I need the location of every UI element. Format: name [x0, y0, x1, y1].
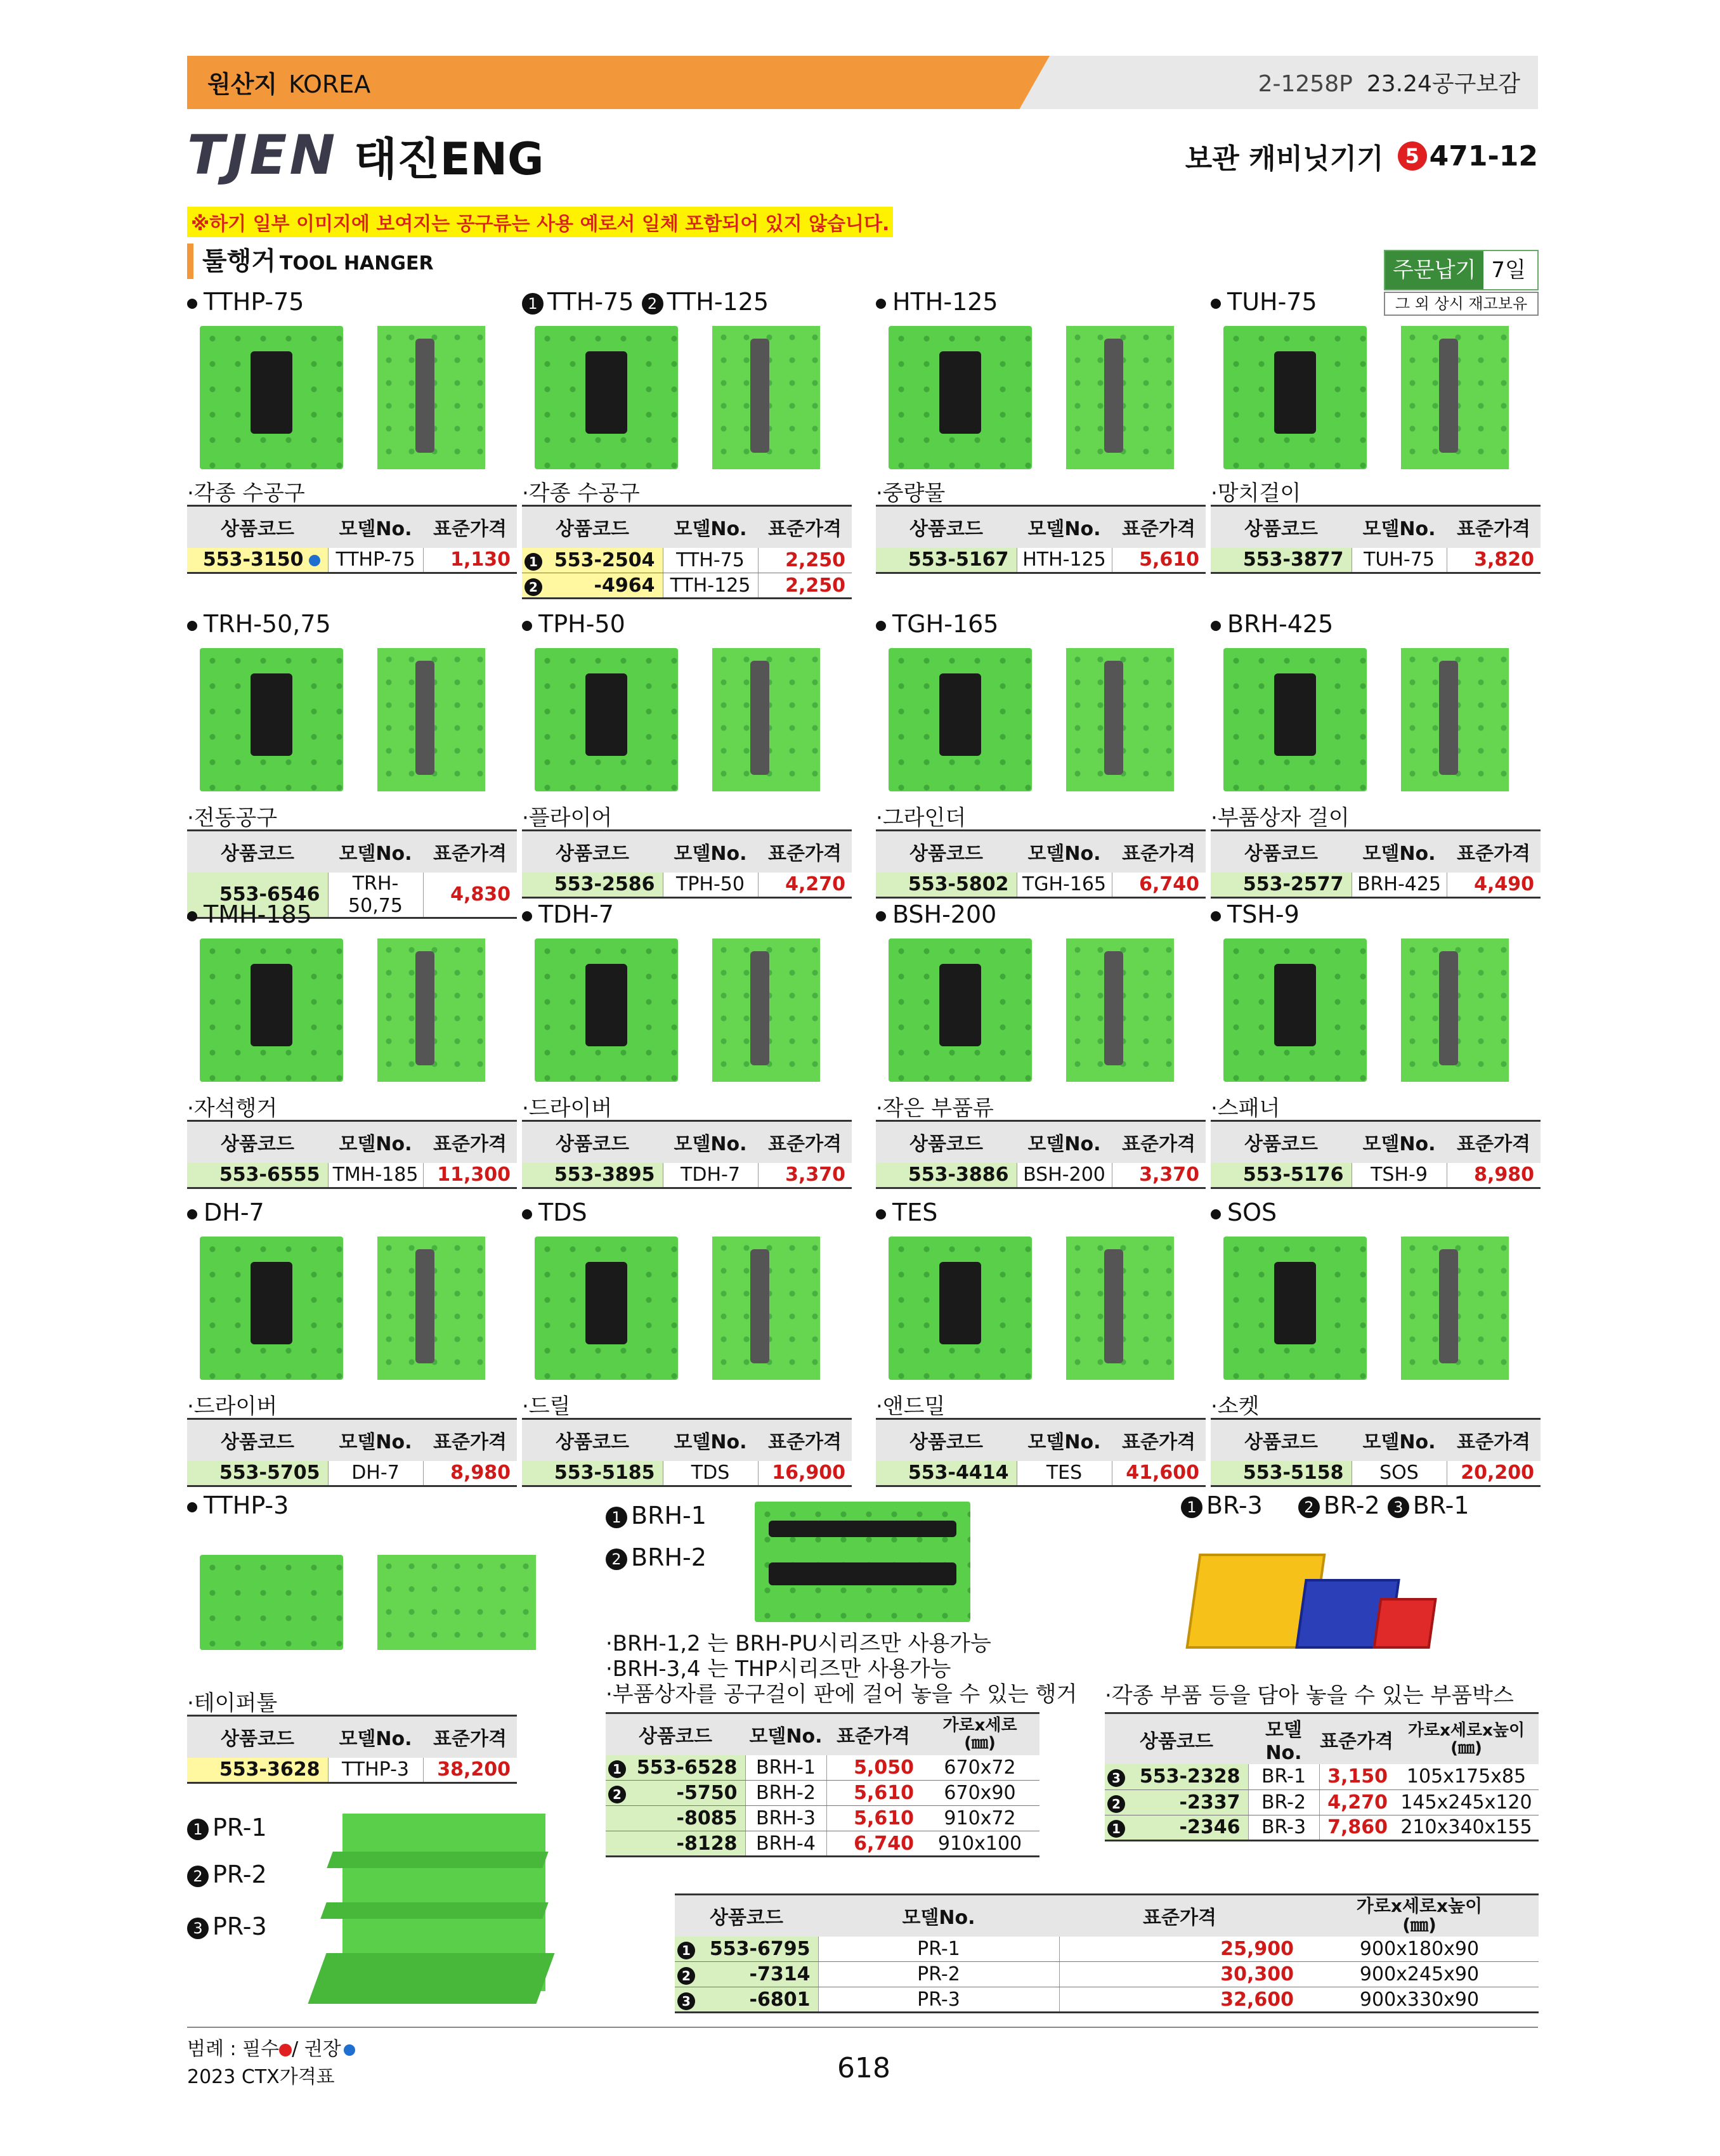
product-usage: ·그라인더: [876, 805, 967, 831]
category-label: 보관 캐비닛기기 5 471-12: [1185, 140, 1538, 175]
product-board-image: [200, 1555, 343, 1650]
product-board-image: [535, 1237, 678, 1380]
product-table: 상품코드 모델No. 표준가격 553-5802 TGH-165 6,740: [876, 829, 1206, 899]
product-table: 상품코드 모델No. 표준가격 553-6546 TRH-50,75 4,830: [187, 829, 517, 919]
product-table: 상품코드 모델No. 표준가격 553-4414 TES 41,600: [876, 1418, 1206, 1487]
order-lead-time: 주문납기 7일: [1384, 250, 1539, 290]
brh-item2: 2 BRH-2: [606, 1543, 707, 1571]
product-board-image: [200, 648, 343, 791]
product-photo: [377, 648, 485, 791]
product-title: BRH-425: [1211, 610, 1333, 638]
table-row: 3 -6801 PR-3 32,600 900x330x90: [675, 1987, 1539, 2013]
product-table: 상품코드 모델No. 표준가격 553-5185 TDS 16,900: [522, 1418, 852, 1487]
table-row: 553-5158 SOS 20,200: [1211, 1461, 1541, 1486]
product-usage: ·소켓: [1211, 1394, 1260, 1419]
br-table: 상품코드 모델No. 표준가격 가로x세로x높이 (㎜) 3 553-2328 BR-1 3,150 105x175x85 2 -2337 BR-2 4,270 145x245x120 1 -2346 BR-3 7,860 210x340x155: [1105, 1712, 1539, 1841]
product-photo: [1401, 648, 1509, 791]
table-row: 1 553-6528 BRH-1 5,050 670x72: [606, 1755, 1039, 1781]
product-usage: ·부품상자 걸이: [1211, 805, 1350, 831]
header-band: [187, 56, 1538, 109]
table-row: 2 -4964 TTH-125 2,250: [522, 573, 852, 599]
table-row: 1 553-6795 PR-1 25,900 900x180x90: [675, 1937, 1539, 1962]
table-row: 553-6555 TMH-185 11,300: [187, 1163, 517, 1188]
product-title: TSH-9: [1211, 900, 1300, 928]
product-title: TTHP-75: [187, 288, 304, 316]
product-board-image: [889, 326, 1032, 469]
product-board-image: [535, 326, 678, 469]
product-table: 상품코드 모델No. 표준가격 553-2586 TPH-50 4,270: [522, 829, 852, 899]
product-photo: [1066, 326, 1174, 469]
product-board-image: [889, 938, 1032, 1082]
product-usage: ·각종 수공구: [187, 481, 305, 506]
product-photo: [377, 938, 485, 1082]
table-row: 553-3877 TUH-75 3,820: [1211, 548, 1541, 573]
table-row: 553-3628 TTHP-3 38,200: [187, 1758, 517, 1783]
product-table: 상품코드 모델No. 표준가격 553-5167 HTH-125 5,610: [876, 505, 1206, 574]
table-row: 553-5705 DH-7 8,980: [187, 1461, 517, 1486]
stock-note: 그 외 상시 재고보유: [1384, 292, 1539, 316]
product-table: 상품코드 모델No. 표준가격 553-3150 TTHP-75 1,130: [187, 505, 517, 574]
product-title: 1 TTH-75 2 TTH-125: [522, 288, 769, 316]
logo-mark: TJEN: [187, 124, 338, 187]
page-reference: 2-1258P 23.24공구보감: [1258, 71, 1520, 97]
table-row: 553-5802 TGH-165 6,740: [876, 873, 1206, 898]
product-board-image: [200, 326, 343, 469]
product-usage: ·드라이버: [187, 1394, 278, 1419]
origin: 원산지 KOREA: [207, 70, 371, 98]
product-board-image: [1223, 648, 1367, 791]
product-title: SOS: [1211, 1198, 1277, 1226]
product-board-image: [535, 938, 678, 1082]
page-number: 618: [837, 2052, 890, 2084]
table-row: 553-2577 BRH-425 4,490: [1211, 873, 1541, 898]
product-board-image: [535, 648, 678, 791]
table-row: 3 553-2328 BR-1 3,150 105x175x85: [1105, 1764, 1539, 1789]
brh-item1: 1 BRH-1: [606, 1502, 707, 1529]
product-table: 상품코드 모델No. 표준가격 553-3877 TUH-75 3,820: [1211, 505, 1541, 574]
product-usage: ·중량물: [876, 481, 946, 506]
product-title: TGH-165: [876, 610, 998, 638]
table-row: 1 553-2504 TTH-75 2,250: [522, 548, 852, 573]
table-row: 2 -5750 BRH-2 5,610 670x90: [606, 1781, 1039, 1806]
brh-table: 상품코드 모델No. 표준가격 가로x세로 (㎜) 1 553-6528 BRH-1 5,050 670x72 2 -5750 BRH-2 5,610 670x90 -8085 BRH-3 5,610 910x72 -8128 BRH-4 6,740 910x100: [606, 1712, 1039, 1857]
table-row: 1 -2346 BR-3 7,860 210x340x155: [1105, 1815, 1539, 1840]
table-row: 553-5167 HTH-125 5,610: [876, 548, 1206, 573]
table-row: 553-6546 TRH-50,75 4,830: [187, 873, 517, 918]
product-title: TRH-50,75: [187, 610, 331, 638]
product-board-image: [889, 648, 1032, 791]
product-table: 상품코드 모델No. 표준가격 553-5158 SOS 20,200: [1211, 1418, 1541, 1487]
product-title: BSH-200: [876, 900, 996, 928]
pr-item1: 1 PR-1: [187, 1814, 267, 1841]
table-row: 553-5185 TDS 16,900: [522, 1461, 852, 1486]
product-photo: [1066, 938, 1174, 1082]
product-title: TPH-50: [522, 610, 625, 638]
product-photo: [1401, 938, 1509, 1082]
product-photo: [712, 938, 820, 1082]
product-title: TTHP-3: [187, 1491, 289, 1519]
table-row: 553-3150 TTHP-75 1,130: [187, 548, 517, 573]
br-items: 1 BR-3 2 BR-2 3 BR-1: [1181, 1491, 1469, 1519]
product-table: 상품코드 모델No. 표준가격 553-3895 TDH-7 3,370: [522, 1120, 852, 1189]
pr-item2: 2 PR-2: [187, 1861, 267, 1888]
product-table: 상품코드 모델No. 표준가격 1 553-2504 TTH-75 2,250 2 -4964 TTH-125 2,250: [522, 505, 852, 599]
product-usage: ·스패너: [1211, 1096, 1280, 1121]
pr-image: [317, 1814, 558, 2004]
brh-image: [755, 1502, 970, 1622]
product-photo: [712, 1237, 820, 1380]
product-board-image: [1223, 1237, 1367, 1380]
product-title: TMH-185: [187, 900, 312, 928]
product-usage: ·망치걸이: [1211, 481, 1301, 506]
section-title: 툴행거 TOOL HANGER: [187, 244, 434, 279]
table-row: -8128 BRH-4 6,740 910x100: [606, 1831, 1039, 1857]
product-title: HTH-125: [876, 288, 998, 316]
product-title: TDH-7: [522, 900, 614, 928]
product-photo: [1401, 1237, 1509, 1380]
table-row: 2 -7314 PR-2 30,300 900x245x90: [675, 1962, 1539, 1987]
table-row: 553-4414 TES 41,600: [876, 1461, 1206, 1486]
product-table: 상품코드 모델No. 표준가격 553-3628 TTHP-3 38,200: [187, 1715, 517, 1784]
br-note: ·각종 부품 등을 담아 놓을 수 있는 부품박스: [1105, 1683, 1514, 1708]
product-title: TDS: [522, 1198, 587, 1226]
brh-notes: ·BRH-1,2 는 BRH-PU시리즈만 사용가능 ·BRH-3,4 는 THP시리즈만 사용가능 ·부품상자를 공구걸이 판에 걸어 놓을 수 있는 행거: [606, 1631, 1078, 1707]
product-table: 상품코드 모델No. 표준가격 553-6555 TMH-185 11,300: [187, 1120, 517, 1189]
product-usage: ·작은 부품류: [876, 1096, 994, 1121]
product-board-image: [1223, 938, 1367, 1082]
table-row: -8085 BRH-3 5,610 910x72: [606, 1806, 1039, 1831]
product-usage: ·각종 수공구: [522, 481, 640, 506]
product-board-image: [200, 938, 343, 1082]
product-usage: ·테이퍼툴: [187, 1691, 278, 1716]
notice: ※하기 일부 이미지에 보여지는 공구류는 사용 예로서 일체 포함되어 있지 않습니다.: [187, 207, 893, 237]
product-title: TES: [876, 1198, 937, 1226]
table-row: 553-3886 BSH-200 3,370: [876, 1163, 1206, 1188]
table-row: 553-5176 TSH-9 8,980: [1211, 1163, 1541, 1188]
brand-logo: [187, 124, 544, 187]
product-table: 상품코드 모델No. 표준가격 553-5176 TSH-9 8,980: [1211, 1120, 1541, 1189]
product-photo: [377, 1555, 536, 1650]
product-usage: ·자석행거: [187, 1096, 278, 1121]
product-photo: [1401, 326, 1509, 469]
product-usage: ·드릴: [522, 1394, 571, 1419]
product-photo: [377, 326, 485, 469]
table-row: 553-2586 TPH-50 4,270: [522, 873, 852, 898]
product-photo: [1066, 648, 1174, 791]
footer-divider: [187, 2027, 1538, 2028]
product-title: DH-7: [187, 1198, 264, 1226]
br-image: [1192, 1547, 1433, 1661]
product-table: 상품코드 모델No. 표준가격 553-2577 BRH-425 4,490: [1211, 829, 1541, 899]
product-usage: ·드라이버: [522, 1096, 613, 1121]
table-row: 553-3895 TDH-7 3,370: [522, 1163, 852, 1188]
product-board-image: [200, 1237, 343, 1380]
product-usage: ·플라이어: [522, 805, 613, 831]
product-photo: [712, 648, 820, 791]
product-photo: [1066, 1237, 1174, 1380]
product-photo: [377, 1237, 485, 1380]
product-photo: [712, 326, 820, 469]
product-table: 상품코드 모델No. 표준가격 553-3886 BSH-200 3,370: [876, 1120, 1206, 1189]
product-board-image: [1223, 326, 1367, 469]
product-usage: ·전동공구: [187, 805, 278, 831]
product-board-image: [889, 1237, 1032, 1380]
product-usage: ·앤드밀: [876, 1394, 946, 1419]
pr-table: 상품코드 모델No. 표준가격 가로x세로x높이 (㎜) 1 553-6795 PR-1 25,900 900x180x90 2 -7314 PR-2 30,300 900x245x90 3 -6801 PR-3 32,600 900x330x90: [675, 1893, 1539, 2013]
product-title: TUH-75: [1211, 288, 1317, 316]
brand-name: 태진ENG: [354, 133, 544, 185]
table-row: 2 -2337 BR-2 4,270 145x245x120: [1105, 1789, 1539, 1815]
product-table: 상품코드 모델No. 표준가격 553-5705 DH-7 8,980: [187, 1418, 517, 1487]
pr-item3: 3 PR-3: [187, 1912, 267, 1940]
footer-legend: 범례 : 필수 / 권장 2023 CTX가격표: [187, 2036, 355, 2091]
